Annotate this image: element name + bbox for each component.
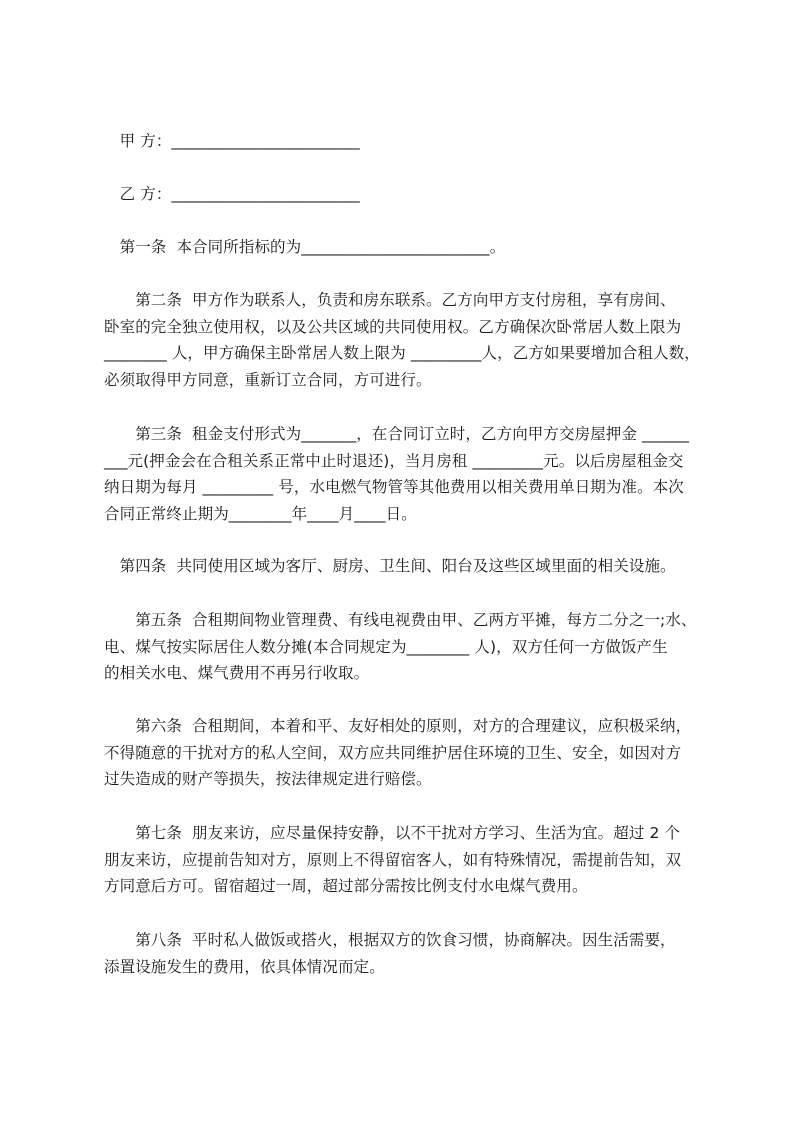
clause-7-line: 第七条 朋友来访，应尽量保持安静，以不干扰对方学习、生活为宜。超过 2 个 (104, 824, 681, 842)
clause-8 (104, 927, 702, 980)
clause-3-line: ___元(押金会在合租关系正常中止时退还)，当月房租 _________元。以后房屋租金交 (104, 451, 684, 470)
clause-4: 第四条 共同使用区域为客厅、厨房、卫生间、阳台及这些区域里面的相关设施。 (104, 557, 676, 575)
clause-2 (104, 287, 702, 393)
clause-2-line: ________ 人，甲方确保主卧常居人数上限为 _________人，乙方如果要增加合租人数， (104, 344, 700, 362)
clause-1: 第一条 本合同所指标的为________________________。 (104, 238, 506, 256)
clause-5-line: 第五条 合租期间物业管理费、有线电视费由甲、乙两方平摊，每方二分之一;水、 (104, 611, 697, 629)
clause-2-line: 必须取得甲方同意，重新订立合同，方可进行。 (104, 370, 432, 389)
clause-2-line: 第二条 甲方作为联系人，负责和房东联系。乙方向甲方支付房租，享有房间、 (104, 291, 676, 309)
clause-3-line: 纳日期为每月 _________ 号，水电燃气物管等其他费用以相关费用单日期为准。本次 (104, 478, 684, 496)
clause-7-line: 方同意后方可。留宿超过一周，超过部分需按比例支付水电煤气费用。 (104, 877, 588, 895)
clause-6-line: 第六条 合租期间，本着和平、友好相处的原则，对方的合理建议，应积极采纳， (104, 717, 692, 735)
clause-2-line: 卧室的完全独立使用权，以及公共区域的共同使用权。乙方确保次卧常居人数上限为 (104, 317, 682, 336)
party-b-line: 乙 方：________________________ (104, 185, 360, 203)
party-a-line: 甲 方：________________________ (104, 132, 360, 150)
clause-3-line: 合同正常终止期为________年____月____日。 (104, 504, 417, 523)
clause-7 (104, 820, 702, 900)
clause-8-line: 第八条 平时私人做饭或搭火，根据双方的饮食习惯，协商解决。因生活需要， (104, 931, 676, 949)
clause-6-line: 不得随意的干扰对方的私人空间，双方应共同维护居住环境的卫生、安全，如因对方 (104, 743, 682, 762)
clause-6 (104, 713, 702, 793)
clause-7-line: 朋友来访，应提前告知对方，原则上不得留宿客人，如有特殊情况，需提前告知，双 (104, 850, 682, 869)
clause-5 (104, 607, 702, 687)
clause-8-line: 添置设施发生的费用，依具体情况而定。 (104, 957, 385, 976)
clause-5-line: 的相关水电、煤气费用不再另行收取。 (104, 664, 370, 682)
clause-5-line: 电、煤气按实际居住人数分摊(本合同规定为________ 人)，双方任何一方做饭产生 (104, 637, 668, 656)
clause-6-line: 过失造成的财产等损失，按法律规定进行赔偿。 (104, 770, 432, 788)
clause-3 (104, 421, 702, 527)
clause-3-line: 第三条 租金支付形式为_______，在合同订立时，乙方向甲方交房屋押金 ______ (104, 425, 690, 443)
